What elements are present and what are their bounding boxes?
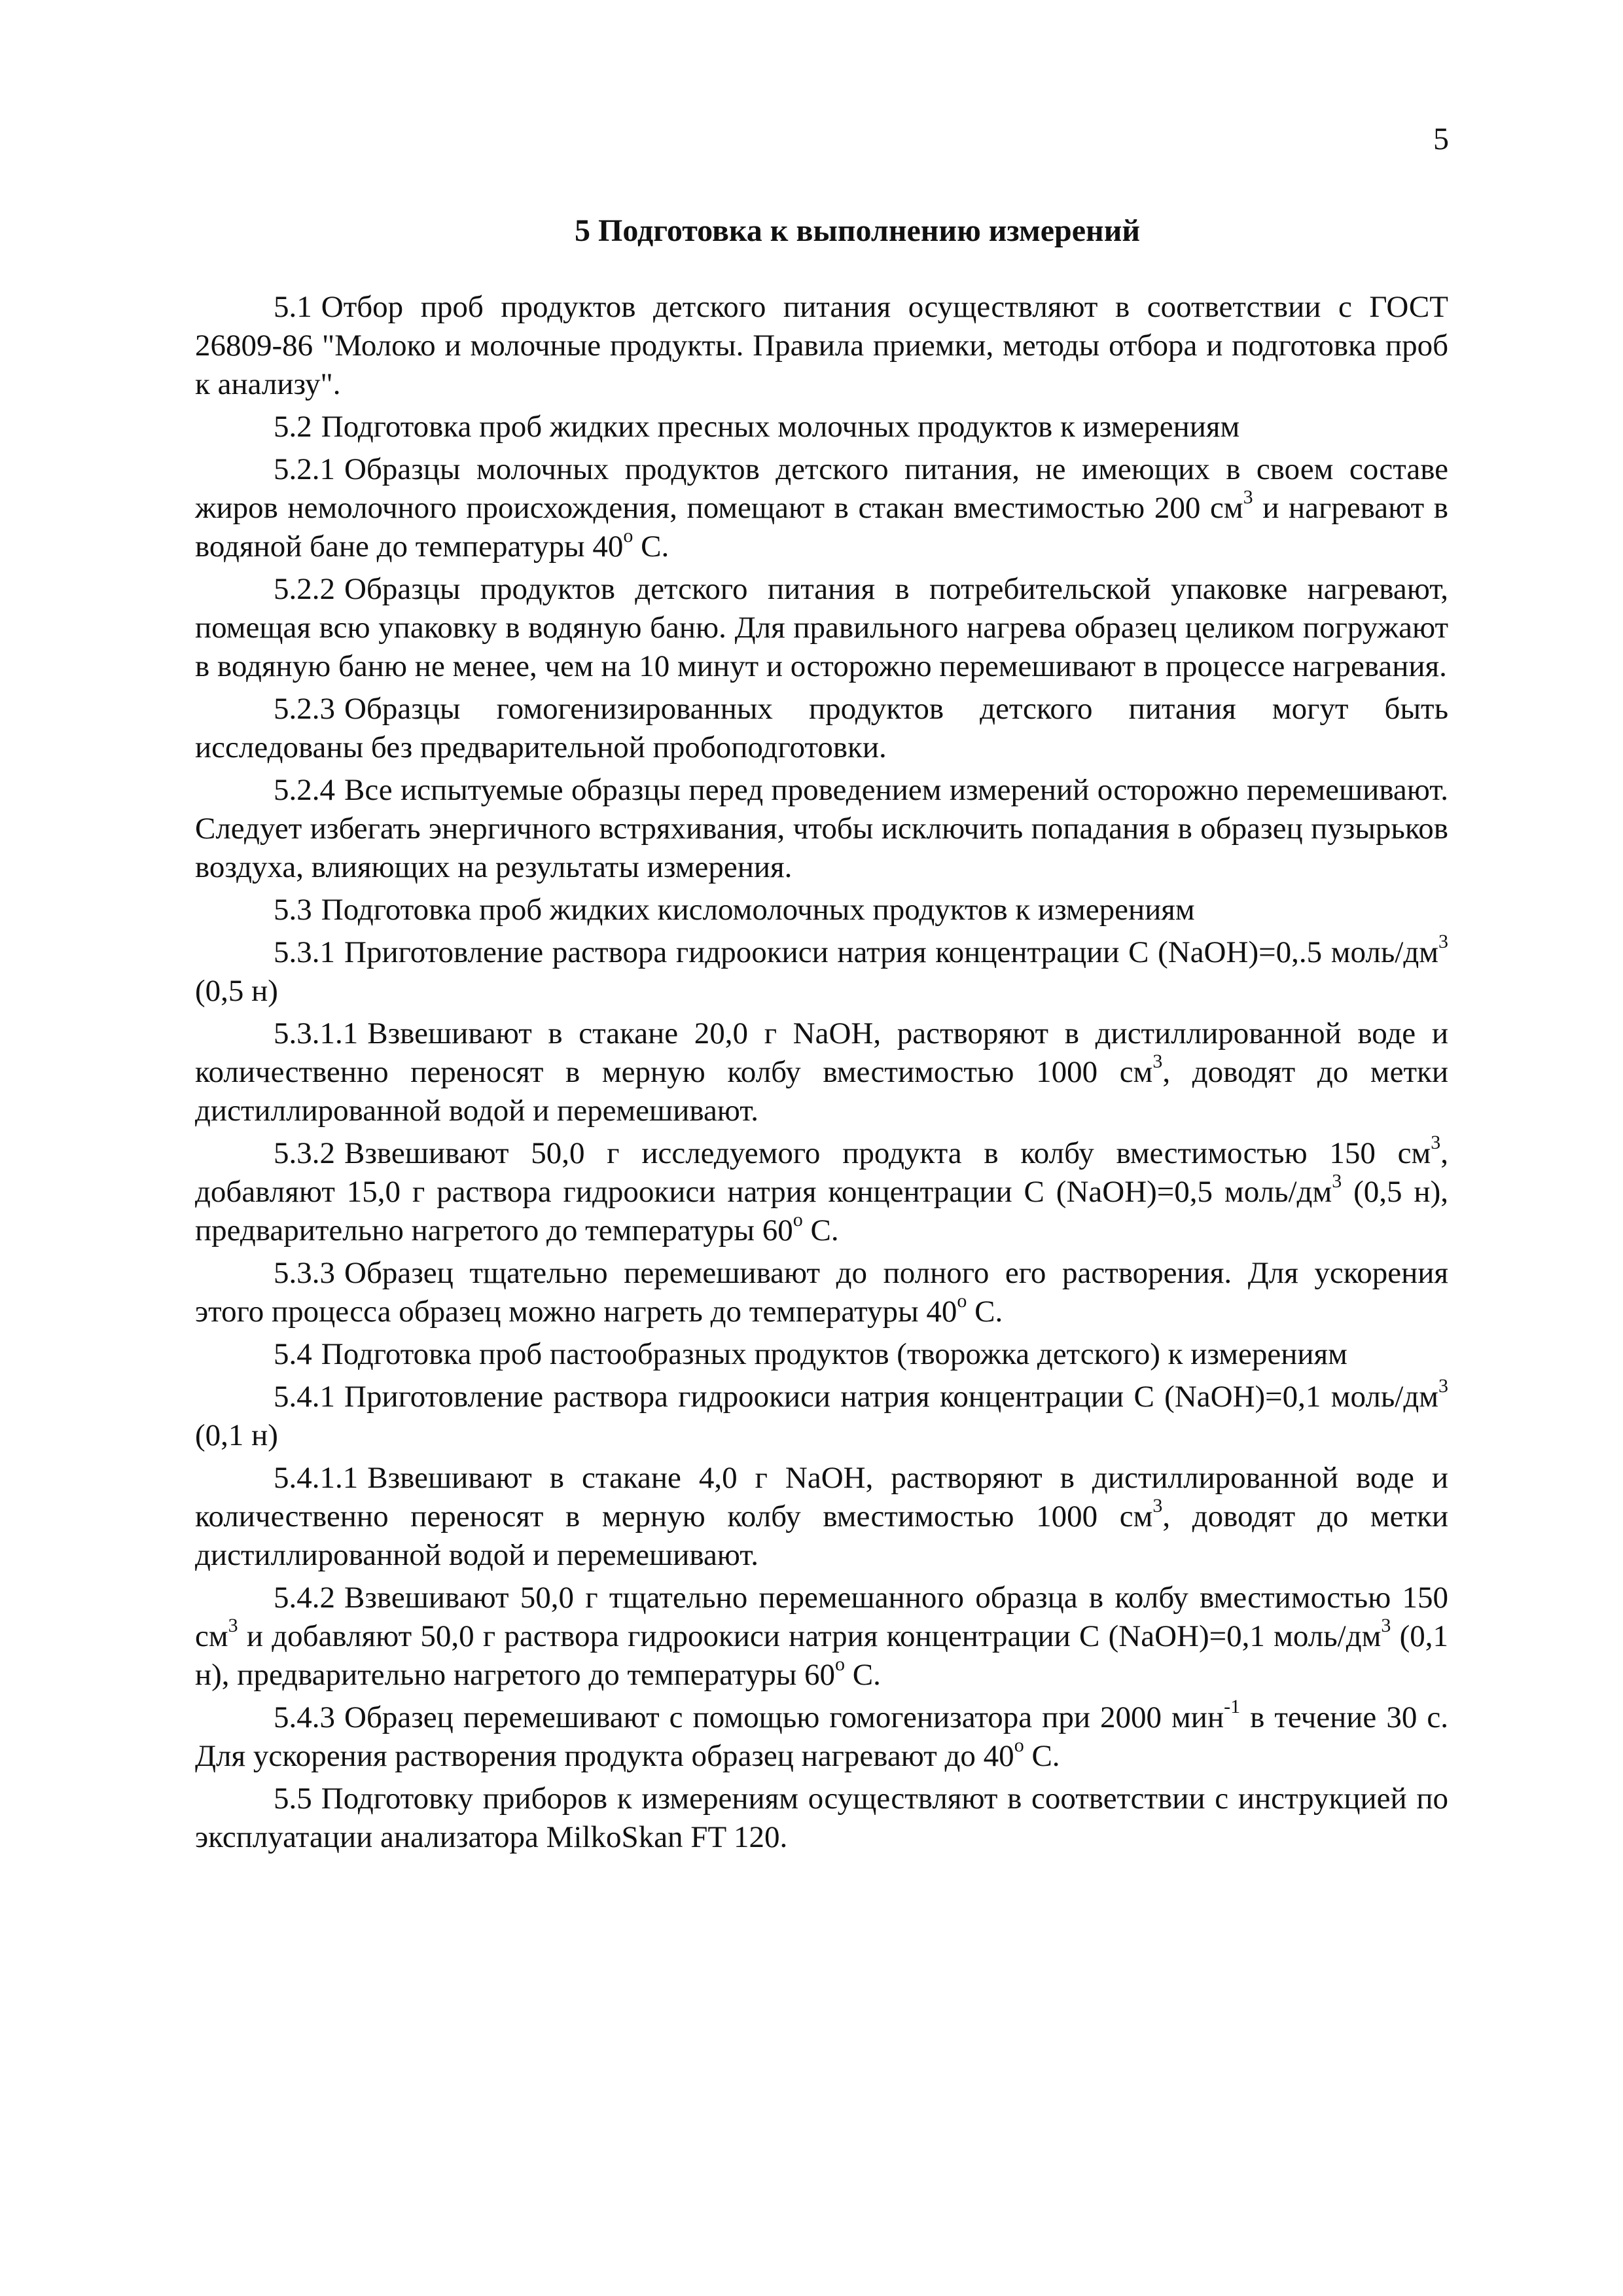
paragraph-5-3: [195, 891, 1448, 929]
paragraph-number: 5.4: [274, 1337, 312, 1371]
paragraph-5-2: [195, 408, 1448, 446]
superscript: 3: [1243, 486, 1253, 508]
paragraph-text: (0,5 н): [195, 974, 278, 1008]
paragraph-text: Все испытуемые образцы перед проведением измерений осторожно перемешивают. Следует избегать энергичного встряхивания, чтобы исключить попадания в образец пузырьков воздуха, влияющих на результаты измерения.: [195, 773, 1448, 884]
paragraph-5-3-1: [195, 933, 1448, 1011]
paragraph-5-2-4: [195, 771, 1448, 887]
paragraph-number: 5.3.3: [274, 1256, 335, 1290]
paragraph-number: 5.4.2: [274, 1581, 335, 1615]
document-body: [195, 288, 1448, 1861]
superscript: o: [793, 1209, 803, 1230]
superscript: 3: [228, 1615, 238, 1636]
section-title: 5 Подготовка к выполнению измерений: [575, 213, 1140, 248]
page-number: 5: [1433, 122, 1449, 156]
paragraph-5-4: [195, 1335, 1448, 1374]
superscript: o: [957, 1290, 967, 1312]
paragraph-number: 5.2.4: [274, 773, 335, 807]
paragraph-text: (0,5 н), предварительно нагретого до температуры 60: [195, 1175, 1448, 1247]
paragraph-text: Подготовка проб жидких пресных молочных продуктов к измерениям: [321, 410, 1240, 444]
paragraph-text: С.: [802, 1213, 839, 1247]
superscript: 3: [1431, 1132, 1441, 1153]
paragraph-text: Приготовление раствора гидроокиси натрия концентрации С (NaOH)=0,1 моль/дм: [344, 1380, 1438, 1414]
paragraph-text: и добавляют 50,0 г раствора гидроокиси натрия концентрации С (NaOH)=0,1 моль/дм: [238, 1619, 1382, 1653]
paragraph-text: (0,1 н), предварительно нагретого до температуры 60: [195, 1619, 1449, 1692]
paragraph-text: Подготовка проб жидких кисломолочных продуктов к измерениям: [321, 893, 1195, 927]
paragraph-text: и нагревают в водяной бане до температуры 40: [195, 491, 1448, 564]
paragraph-text: Образцы молочных продуктов детского питания, не имеющих в своем составе жиров немолочного происхождения, помещают в стакан вместимостью 200 см: [195, 452, 1448, 525]
paragraph-number: 5.3: [274, 893, 312, 927]
paragraph-text: С.: [633, 529, 669, 564]
paragraph-text: Взвешивают в стакане 4,0 г NaOH, растворяют в дистиллированной воде и количественно переносят в мерную колбу вместимостью 1000 см: [195, 1461, 1448, 1534]
paragraph-text: Взвешивают 50,0 г исследуемого продукта в колбу вместимостью 150 см: [344, 1136, 1431, 1170]
paragraph-text: Отбор проб продуктов детского питания осуществляют в соответствии с ГОСТ 26809-86 "Молоко и молочные продукты. Правила приемки, методы отбора и подготовка проб к анализу".: [195, 290, 1448, 401]
paragraph-text: , доводят до метки дистиллированной водой и перемешивают.: [195, 1499, 1448, 1572]
paragraph-5-2-2: [195, 570, 1448, 686]
paragraph-text: в течение 30 с. Для ускорения растворения продукта образец нагревают до 40: [195, 1700, 1448, 1773]
paragraph-number: 5.4.1: [274, 1380, 335, 1414]
superscript: -1: [1224, 1696, 1241, 1717]
paragraph-number: 5.3.1.1: [274, 1016, 359, 1050]
paragraph-number: 5.4.1.1: [274, 1461, 359, 1495]
paragraph-text: С.: [845, 1658, 881, 1692]
paragraph-number: 5.4.3: [274, 1700, 335, 1734]
paragraph-text: Взвешивают 50,0 г тщательно перемешанного образца в колбу вместимостью 150 см: [195, 1581, 1448, 1653]
paragraph-5-3-2: [195, 1134, 1448, 1250]
superscript: o: [623, 525, 633, 547]
paragraph-5-4-3: [195, 1698, 1448, 1776]
paragraph-text: , доводят до метки дистиллированной водой и перемешивают.: [195, 1055, 1448, 1128]
paragraph-5-1: [195, 288, 1448, 404]
paragraph-text: С.: [1024, 1739, 1060, 1773]
paragraph-5-2-3: [195, 690, 1448, 767]
superscript: 3: [1438, 1375, 1448, 1397]
paragraph-number: 5.1: [274, 290, 312, 324]
superscript: 3: [1381, 1615, 1391, 1636]
paragraph-text: Взвешивают в стакане 20,0 г NaOH, растворяют в дистиллированной воде и количественно переносят в мерную колбу вместимостью 1000 см: [195, 1016, 1448, 1089]
paragraph-number: 5.2.3: [274, 692, 335, 726]
superscript: 3: [1332, 1170, 1342, 1192]
paragraph-text: Подготовку приборов к измерениям осуществляют в соответствии с инструкцией по эксплуатации анализатора MilkoSkan FT 120.: [195, 1782, 1448, 1854]
paragraph-text: Образцы гомогенизированных продуктов детского питания могут быть исследованы без предварительной пробоподготовки.: [195, 692, 1448, 764]
paragraph-text: Образец перемешивают с помощью гомогенизатора при 2000 мин: [344, 1700, 1224, 1734]
paragraph-5-4-1: [195, 1375, 1448, 1455]
superscript: o: [835, 1653, 846, 1675]
paragraph-text: Подготовка проб пастообразных продуктов (творожка детского) к измерениям: [321, 1337, 1347, 1371]
superscript: o: [1014, 1734, 1024, 1756]
paragraph-5-5: [195, 1780, 1448, 1857]
paragraph-5-3-1-1: [195, 1014, 1448, 1130]
paragraph-number: 5.2: [274, 410, 312, 444]
paragraph-text: , добавляют 15,0 г раствора гидроокиси натрия концентрации С (NaOH)=0,5 моль/дм: [195, 1136, 1448, 1209]
paragraph-number: 5.3.2: [274, 1136, 335, 1170]
paragraph-number: 5.2.2: [274, 572, 335, 606]
paragraph-5-2-1: [195, 450, 1448, 566]
paragraph-text: (0,1 н): [195, 1418, 278, 1452]
paragraph-5-3-3: [195, 1254, 1448, 1331]
superscript: 3: [1152, 1495, 1163, 1516]
paragraph-5-4-1-1: [195, 1459, 1448, 1575]
paragraph-number: 5.2.1: [274, 452, 335, 486]
paragraph-number: 5.5: [274, 1782, 312, 1816]
paragraph-text: Образцы продуктов детского питания в потребительской упаковке нагревают, помещая всю упаковку в водяную баню. Для правильного нагрева образец целиком погружают в водяную баню не менее, чем на 10 минут и осторожно перемешивают в процессе нагревания.: [195, 572, 1448, 683]
paragraph-5-4-2: [195, 1579, 1448, 1695]
superscript: 3: [1438, 931, 1448, 952]
superscript: 3: [1152, 1050, 1163, 1072]
paragraph-text: Приготовление раствора гидроокиси натрия концентрации С (NaOH)=0,.5 моль/дм: [344, 935, 1438, 969]
paragraph-text: С.: [967, 1295, 1003, 1329]
paragraph-text: Образец тщательно перемешивают до полного его растворения. Для ускорения этого процесса образец можно нагреть до температуры 40: [195, 1256, 1448, 1329]
paragraph-number: 5.3.1: [274, 935, 335, 969]
